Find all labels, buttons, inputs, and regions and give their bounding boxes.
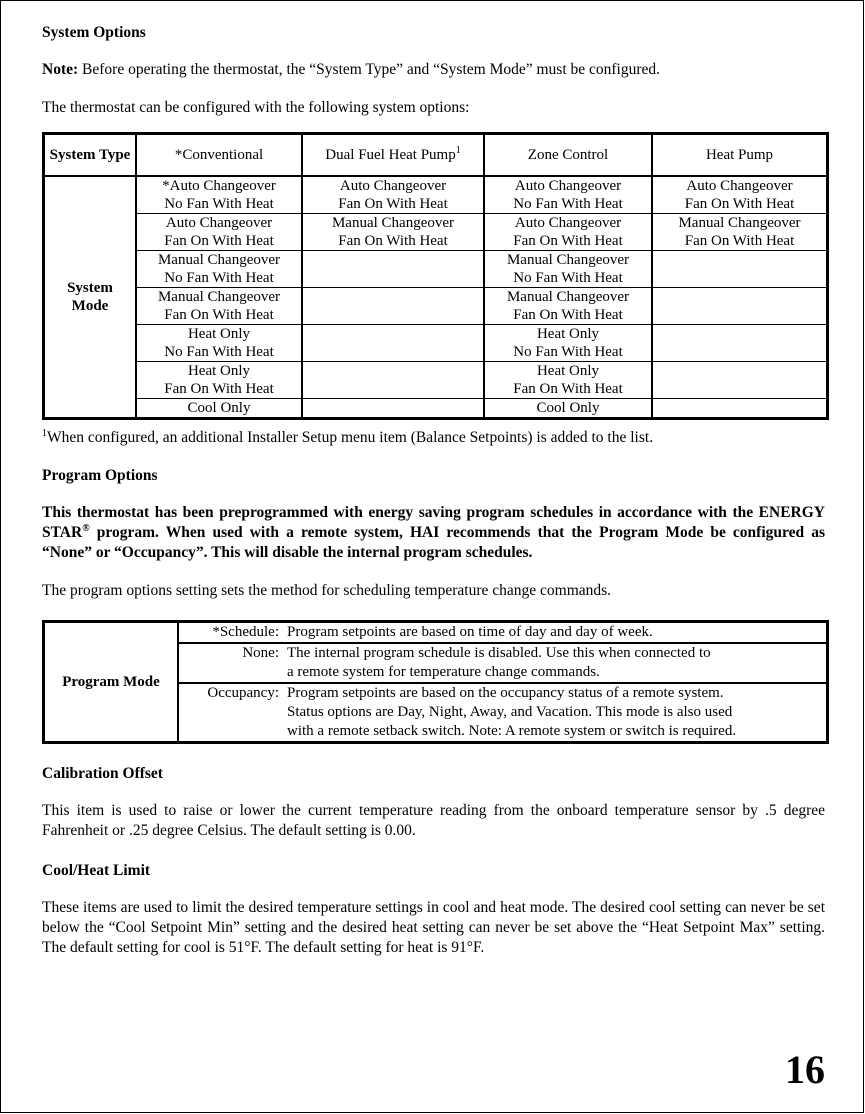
table-cell	[302, 288, 484, 325]
table-row	[44, 214, 828, 251]
table-row	[44, 288, 828, 325]
cell-line: Fan On With Heat	[684, 196, 795, 212]
cell-line: Cool Only	[536, 400, 600, 416]
footnote-text: When configured, an additional Installer Setup menu item (Balance Setpoints) is added to the list.	[47, 429, 654, 446]
calibration-paragraph: This item is used to raise or lower the current temperature reading from the onboard temperature sensor by .5 degree Fahrenheit or .25 degree Celsius. The default setting is 0.00.	[42, 802, 825, 839]
table-cell	[136, 399, 302, 419]
footnote-marker: 1	[42, 427, 47, 439]
program-option-description	[281, 622, 828, 644]
cell-line: Auto Changeover	[514, 178, 622, 194]
cell-line: No Fan With Heat	[164, 344, 274, 360]
table-footnote	[42, 428, 825, 448]
cell-line: Fan On With Heat	[164, 307, 274, 323]
table-row	[44, 362, 828, 399]
program-option-name: *Schedule:	[212, 624, 279, 640]
cell-line: Heat Only	[187, 363, 251, 379]
table-cell	[136, 214, 302, 251]
cell-line: Fan On With Heat	[338, 196, 448, 212]
table-row	[44, 251, 828, 288]
program-option-description	[281, 643, 828, 683]
system-mode-label: System Mode	[44, 176, 137, 419]
table-cell	[136, 325, 302, 362]
program-options-title: Program Options	[42, 467, 158, 484]
table-cell	[484, 214, 652, 251]
table-cell	[302, 176, 484, 214]
table-cell	[652, 288, 828, 325]
cell-line: No Fan With Heat	[513, 196, 623, 212]
description-line: The internal program schedule is disabled. Use this when connected to	[287, 645, 711, 661]
program-option-name: Occupancy:	[178, 683, 281, 743]
cell-line: Manual Changeover	[157, 289, 281, 305]
table-cell	[652, 176, 828, 214]
table-cell	[484, 251, 652, 288]
system-options-intro: The thermostat can be configured with the following system options:	[42, 99, 470, 116]
table-cell	[652, 399, 828, 419]
cell-line: Fan On With Heat	[513, 307, 623, 323]
col-header	[302, 134, 484, 177]
program-options-paragraph: The program options setting sets the method for scheduling temperature change commands.	[42, 582, 612, 599]
registered-mark: ®	[82, 522, 90, 534]
program-option-name: None:	[178, 643, 281, 683]
table-row	[44, 399, 828, 419]
table-cell	[136, 362, 302, 399]
cell-line: Fan On With Heat	[164, 233, 274, 249]
table-cell	[136, 288, 302, 325]
energy-star-text-cont: program. When used with a remote system, HAI recommends that the Program Mode be configured as “None” or “Occupancy”. This will disable the internal program schedules.	[42, 524, 825, 561]
table-cell	[652, 362, 828, 399]
program-option-description	[281, 683, 828, 743]
footnote-marker: 1	[455, 145, 461, 156]
description-line: a remote system for temperature change commands.	[287, 664, 600, 680]
table-cell	[302, 325, 484, 362]
description-line: Program setpoints are based on the occupancy status of a remote system.	[287, 685, 724, 701]
cell-line: Fan On With Heat	[513, 381, 623, 397]
table-cell	[484, 362, 652, 399]
cell-line: No Fan With Heat	[513, 270, 623, 286]
cell-line: Manual Changeover	[157, 252, 281, 268]
page-number: 16	[785, 1047, 825, 1092]
energy-star-text: This thermostat has been preprogrammed with energy saving program schedules in accordance with the ENERGY STAR	[42, 504, 825, 541]
cell-line: Fan On With Heat	[164, 381, 274, 397]
cell-line: Auto Changeover	[686, 178, 793, 194]
cell-line: Fan On With Heat	[513, 233, 623, 249]
table-cell	[136, 176, 302, 214]
cell-line: Auto Changeover	[514, 215, 622, 231]
cell-line: No Fan With Heat	[164, 196, 274, 212]
cell-line: *Auto Changeover	[162, 178, 276, 194]
table-row	[44, 325, 828, 362]
table-row	[44, 176, 828, 214]
table-cell	[652, 251, 828, 288]
table-cell	[652, 325, 828, 362]
col-header: *Conventional	[136, 134, 302, 177]
table-cell	[136, 251, 302, 288]
cell-line: Heat Only	[536, 363, 600, 379]
table-cell	[302, 214, 484, 251]
table-row	[44, 622, 828, 644]
program-mode-table	[42, 620, 829, 744]
table-cell	[484, 288, 652, 325]
col-header: Zone Control	[484, 134, 652, 177]
note-label: Note:	[42, 61, 79, 78]
table-cell	[484, 399, 652, 419]
table-cell	[484, 176, 652, 214]
cell-line: Manual Changeover	[678, 215, 801, 231]
note-paragraph	[42, 60, 825, 80]
table-cell	[652, 214, 828, 251]
cell-line: Manual Changeover	[506, 252, 630, 268]
cell-line: Auto Changeover	[339, 178, 447, 194]
cell-line: No Fan With Heat	[513, 344, 623, 360]
system-type-header: System Type	[44, 134, 137, 177]
cell-line: Manual Changeover	[331, 215, 455, 231]
calibration-title: Calibration Offset	[42, 765, 163, 782]
description-line: Status options are Day, Night, Away, and Vacation. This mode is also used	[287, 704, 733, 720]
table-cell	[484, 325, 652, 362]
cell-line: Auto Changeover	[165, 215, 273, 231]
col-header-text: Dual Fuel Heat Pump	[325, 147, 456, 163]
table-cell	[302, 362, 484, 399]
note-text: Before operating the thermostat, the “System Type” and “System Mode” must be configured.	[82, 61, 661, 78]
energy-star-paragraph	[42, 503, 825, 563]
cell-line: Fan On With Heat	[684, 233, 795, 249]
system-options-table	[42, 132, 829, 420]
description-line: with a remote setback switch. Note: A remote system or switch is required.	[287, 723, 737, 739]
cool-heat-title: Cool/Heat Limit	[42, 862, 151, 879]
program-mode-label: Program Mode	[44, 622, 179, 743]
col-header: Heat Pump	[652, 134, 828, 177]
cell-line: Heat Only	[536, 326, 600, 342]
cell-line: No Fan With Heat	[164, 270, 274, 286]
table-cell	[302, 399, 484, 419]
system-options-title: System Options	[42, 24, 146, 41]
table-cell	[302, 251, 484, 288]
cool-heat-paragraph: These items are used to limit the desired temperature settings in cool and heat mode. The desired cool setting can never be set below the “Cool Setpoint Min” setting and the desired heat setting can never be set above the “Heat Setpoint Max” setting. The default setting for cool is 51°F. The default setting for heat is 91°F.	[42, 899, 825, 956]
cell-line: Fan On With Heat	[338, 233, 448, 249]
cell-line: Heat Only	[187, 326, 251, 342]
description-line: Program setpoints are based on time of day and day of week.	[287, 624, 653, 640]
cell-line: Manual Changeover	[506, 289, 630, 305]
cell-line: Cool Only	[187, 400, 251, 416]
